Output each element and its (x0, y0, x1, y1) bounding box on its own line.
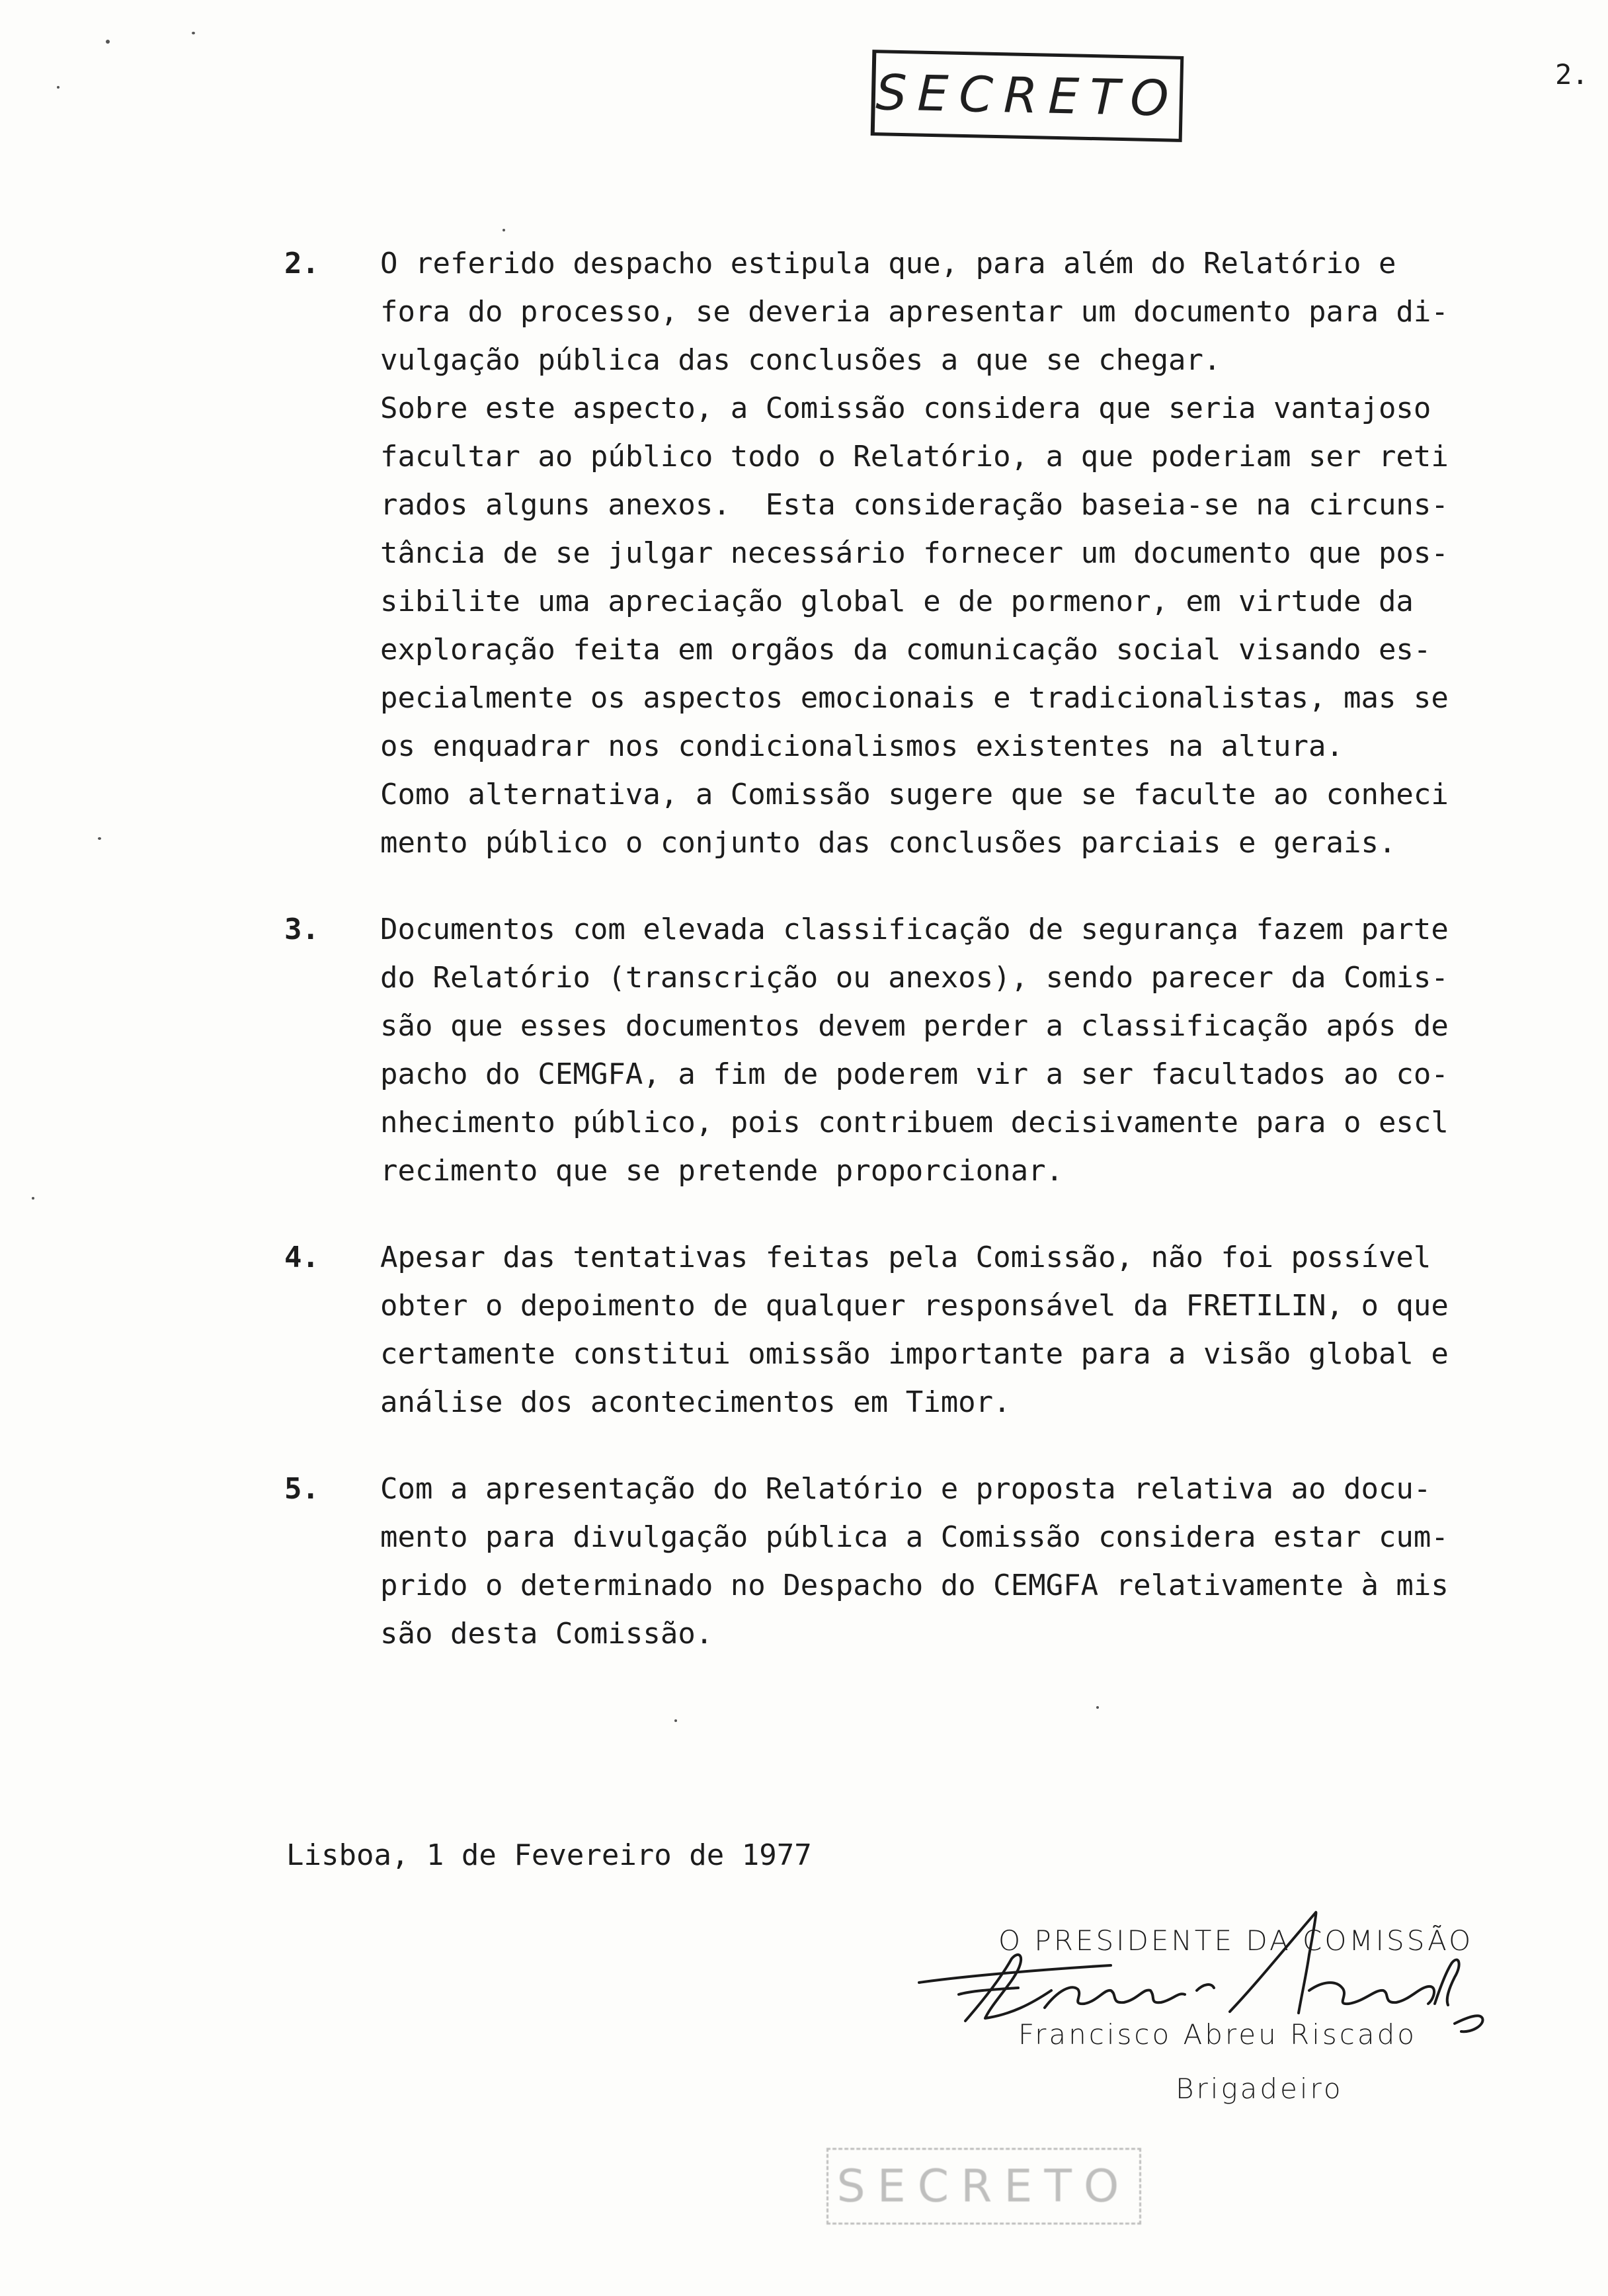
text-line: Com a apresentação do Relatório e proposta relativa ao docu- (380, 1472, 1431, 1506)
signature-block (912, 1918, 1521, 2116)
text-line: prido o determinado no Despacho do CEMGFA relativamente à mis (380, 1569, 1449, 1602)
text-line: facultar ao público todo o Relatório, a que poderiam ser reti (380, 440, 1449, 473)
text-line: são que esses documentos devem perder a classificação após de (380, 1009, 1449, 1043)
text-line: nhecimento público, pois contribuem decisivamente para o escl (380, 1106, 1449, 1139)
handwritten-signature (912, 1891, 1521, 2037)
paragraph-number: 5. (284, 1472, 319, 1506)
text-line: pecialmente os aspectos emocionais e tradicionalistas, mas se (380, 681, 1449, 715)
scan-speck (674, 1719, 677, 1722)
text-line: exploração feita em orgãos da comunicação social visando es- (380, 633, 1431, 667)
text-line: vulgação pública das conclusões a que se chegar. (380, 343, 1221, 377)
page-number: 2. (1555, 58, 1589, 91)
text-line: O referido despacho estipula que, para além do Relatório e (380, 247, 1396, 280)
text-line: Documentos com elevada classificação de segurança fazem parte (380, 913, 1449, 946)
signatory-rank: Brigadeiro (1176, 2072, 1344, 2105)
paragraph-number: 2. (284, 247, 319, 280)
text-line: análise dos acontecimentos em Timor. (380, 1385, 1011, 1419)
paragraph-text (380, 1465, 1600, 1658)
dateline: Lisboa, 1 de Fevereiro de 1977 (286, 1838, 812, 1872)
paragraph-number: 3. (284, 913, 319, 946)
text-line: certamente constitui omissão importante para a visão global e (380, 1337, 1449, 1371)
text-line: obter o depoimento de qualquer responsável da FRETILIN, o que (380, 1289, 1449, 1323)
text-line: rados alguns anexos. Esta consideração baseia-se na circuns- (380, 488, 1449, 522)
scan-speck (32, 1197, 34, 1200)
paragraph-4 (284, 1233, 1600, 1426)
scan-speck (98, 837, 101, 840)
text-line: os enquadrar nos condicionalismos existentes na altura. (380, 729, 1344, 763)
text-line: são desta Comissão. (380, 1617, 713, 1651)
signatory-name: Francisco Abreu Riscado (1018, 2018, 1417, 2051)
text-line: do Relatório (transcrição ou anexos), sendo parecer da Comis- (380, 961, 1449, 995)
scan-speck (106, 40, 110, 44)
paragraph-text (380, 239, 1600, 867)
classification-stamp-bottom-text: SECRETO (836, 2160, 1131, 2213)
paragraph-3 (284, 905, 1600, 1195)
document-body (284, 239, 1600, 1696)
paragraph-number: 4. (284, 1241, 319, 1274)
text-line: fora do processo, se deveria apresentar um documento para di- (380, 295, 1449, 329)
paragraph-5 (284, 1465, 1600, 1658)
text-line: recimento que se pretende proporcionar. (380, 1154, 1064, 1188)
classification-stamp-top (871, 50, 1184, 142)
classification-stamp-bottom (826, 2148, 1141, 2225)
scan-speck (1096, 1706, 1099, 1709)
paragraph-text (380, 1233, 1600, 1426)
scan-speck (502, 229, 505, 231)
signatory-title: O PRESIDENTE DA COMISSÃO (998, 1924, 1474, 1957)
paragraph-2 (284, 239, 1600, 867)
text-line: Como alternativa, a Comissão sugere que se faculte ao conheci (380, 778, 1449, 811)
text-line: mento público o conjunto das conclusões parciais e gerais. (380, 826, 1396, 860)
text-line: Sobre este aspecto, a Comissão considera que seria vantajoso (380, 391, 1431, 425)
text-line: mento para divulgação pública a Comissão considera estar cum- (380, 1520, 1449, 1554)
classification-stamp-top-text: SECRETO (875, 64, 1180, 128)
text-line: Apesar das tentativas feitas pela Comissão, não foi possível (380, 1241, 1431, 1274)
paragraph-text (380, 905, 1600, 1195)
text-line: sibilite uma apreciação global e de pormenor, em virtude da (380, 585, 1414, 618)
scan-speck (192, 32, 195, 34)
scan-speck (57, 86, 60, 89)
text-line: tância de se julgar necessário fornecer um documento que pos- (380, 536, 1449, 570)
text-line: pacho do CEMGFA, a fim de poderem vir a ser facultados ao co- (380, 1057, 1449, 1091)
